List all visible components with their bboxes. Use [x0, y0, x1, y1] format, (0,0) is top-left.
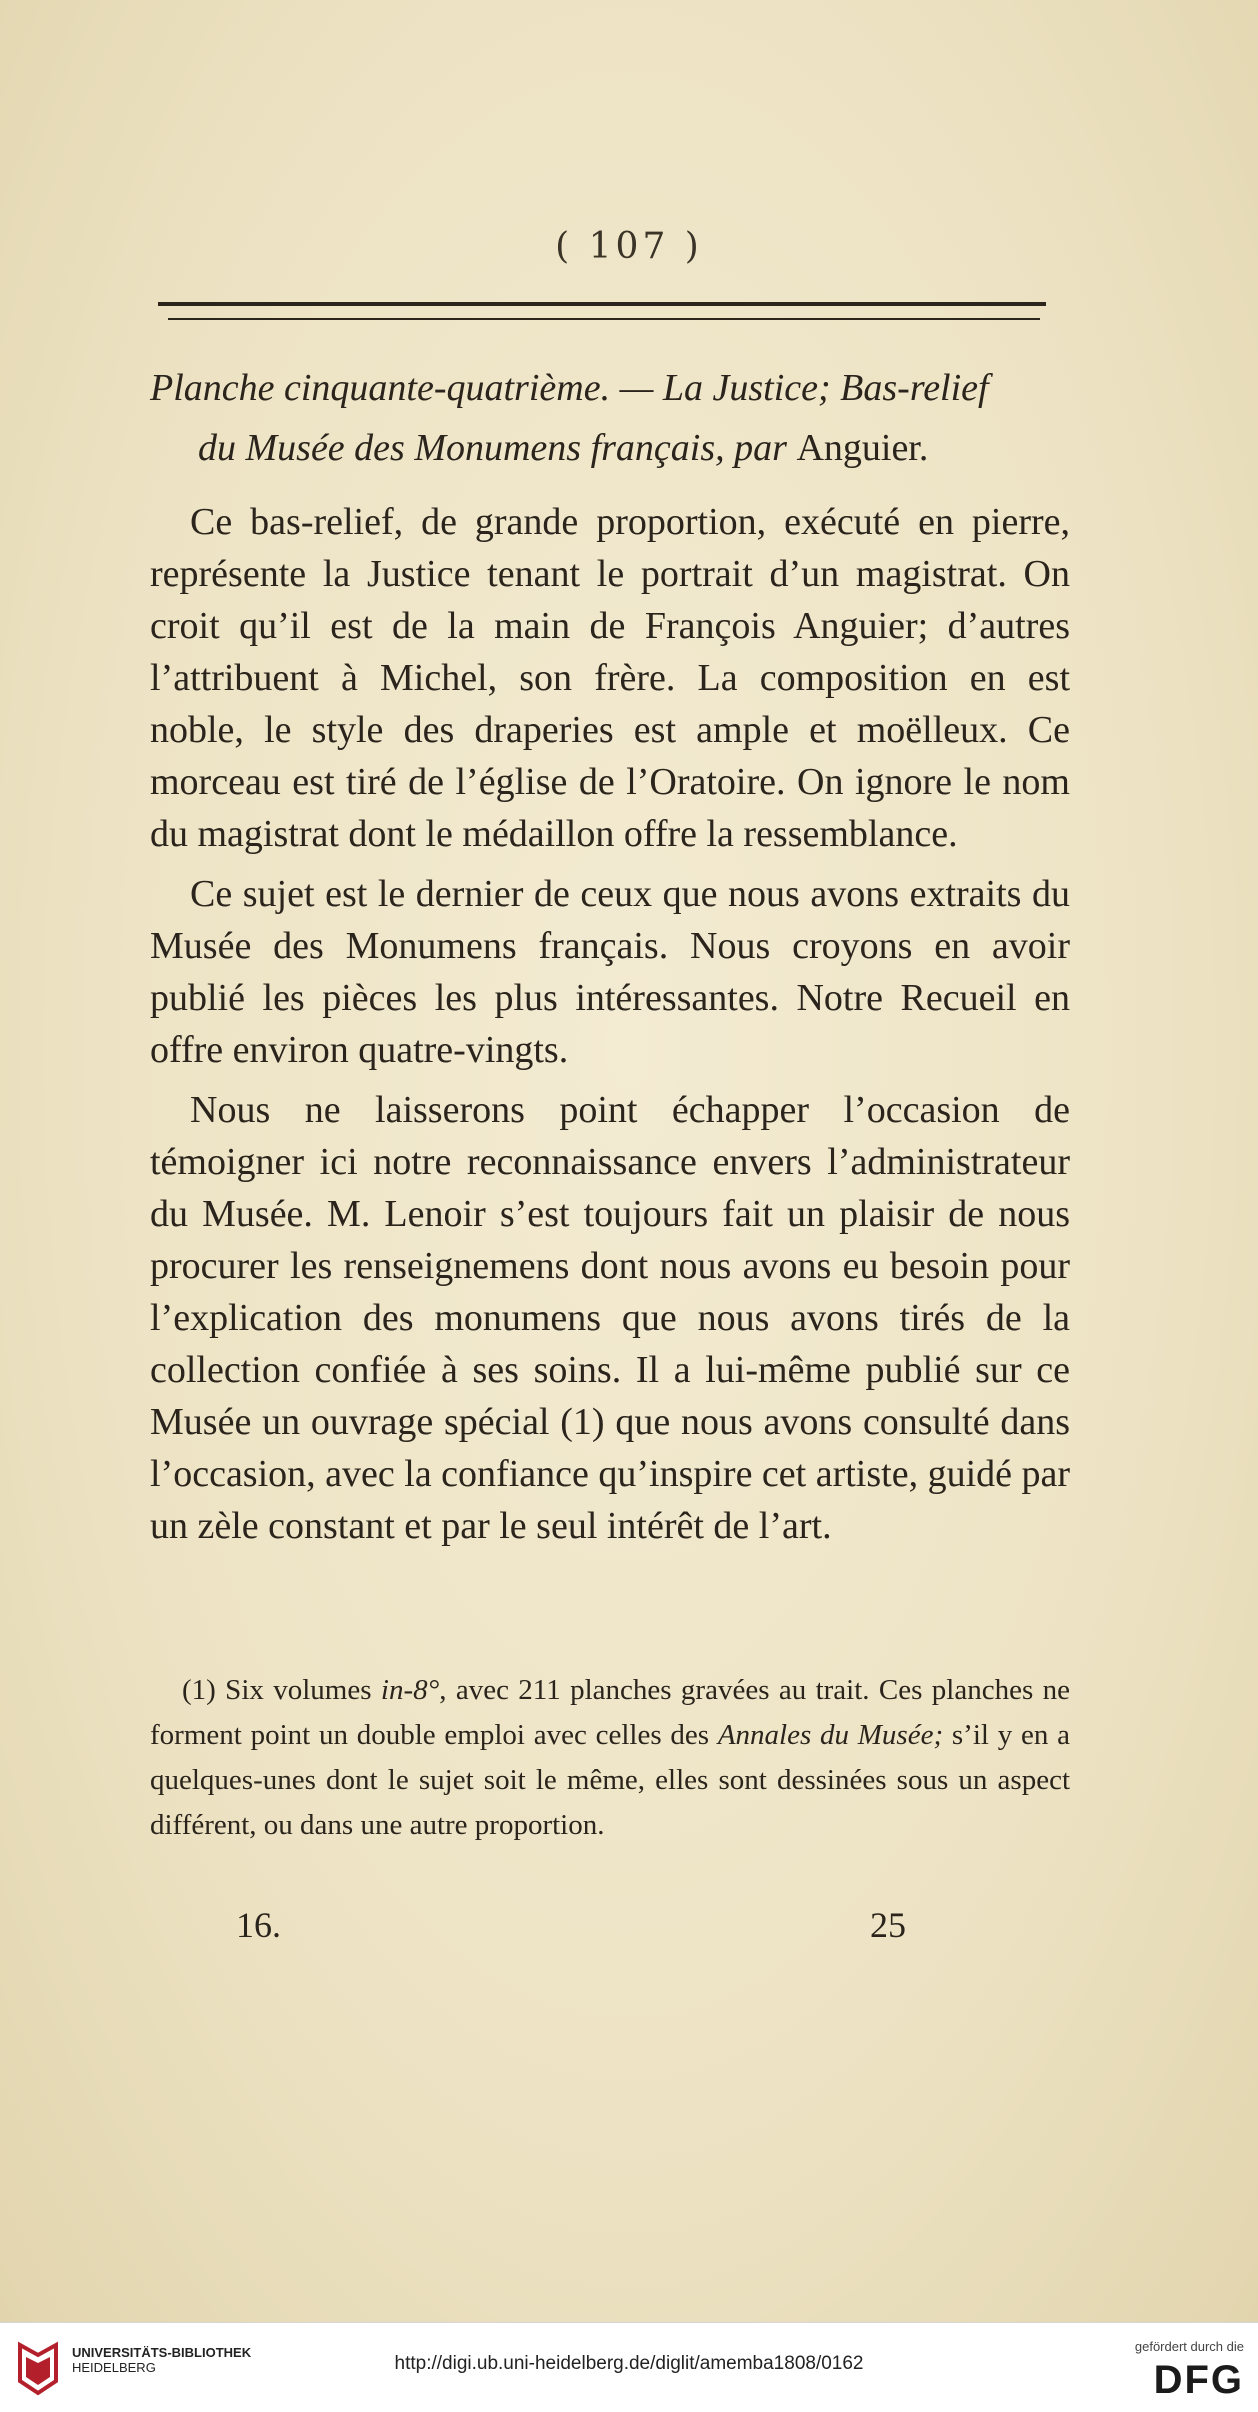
plate-title-line1: Planche cinquante-quatrième. — La Justice; Bas-relief [150, 367, 989, 409]
footnote-italic2: Annales du Musée; [717, 1719, 944, 1751]
footnote [150, 1668, 1070, 1848]
paragraph-2: Ce sujet est le dernier de ceux que nous avons extraits du Musée des Monumens français. Nous croyons en avoir publié les pièces les plus intéressantes. Notre Recueil en offre environ quatre-vingts. [150, 873, 1070, 1071]
paragraph-1: Ce bas-relief, de grande proportion, exécuté en pierre, représente la Justice tenant le portrait d’un magistrat. On croit qu’il est de la main de François Anguier; d’autres l’attribuent à Michel, son frère. La composition en est noble, le style des draperies est ample et moëlleux. Ce morceau est tiré de l’église de l’Oratoire. On ignore le nom du magistrat dont le médaillon offre la ressemblance. [150, 501, 1070, 855]
funding-block [1094, 2339, 1244, 2403]
plate-title [150, 358, 1070, 478]
footnote-part1: (1) Six volumes [182, 1674, 372, 1706]
footnote-part3: s’il y en a quelques-unes dont le sujet soit le même, elles sont dessinées sous un aspect différent, ou dans une autre proportion. [150, 1719, 1070, 1841]
plate-title-line2 [150, 418, 1070, 478]
footnote-part2: , avec 211 planches gravées au trait. Ces planches ne forment point un double emploi avec celles des [150, 1674, 1070, 1751]
paragraph-3: Nous ne laisserons point échapper l’occasion de témoigner ici notre reconnaissance envers l’administrateur du Musée. M. Lenoir s’est toujours fait un plaisir de nous procurer les renseignemens dont nous avons eu besoin pour l’explication des monumens que nous avons tirés de la collection confiée à ses soins. Il a lui-même publié sur ce Musée un ouvrage spécial (1) que nous avons consulté dans l’occasion, avec la confiance qu’inspire cet artiste, guidé par un zèle constant et par le seul intérêt de l’art. [150, 1089, 1071, 1547]
plate-title-museum: du Musée des Monumens français, [198, 427, 725, 469]
plate-title-artist: Anguier. [796, 427, 929, 469]
viewer-footer [0, 2322, 1258, 2412]
library-city: HEIDELBERG [72, 2360, 156, 2375]
library-name-main: UNIVERSITÄTS-BIBLIOTHEK [72, 2345, 252, 2360]
page-number: ( 107 ) [555, 226, 703, 267]
body-text [150, 496, 1070, 1552]
signature-right: 25 [870, 1905, 906, 1945]
footnote-italic1: in-8° [380, 1674, 440, 1706]
funding-note: gefördert durch die [1134, 2339, 1244, 2354]
dfg-logo: DFG [1153, 2358, 1244, 2402]
permalink-url[interactable]: http://digi.ub.uni-heidelberg.de/diglit/amemba1808/0162 [394, 2353, 864, 2374]
plate-title-par: par [734, 427, 787, 469]
header-rule-thick [158, 302, 1046, 306]
header-rule-thin [168, 318, 1040, 320]
signature-left: 16. [236, 1905, 281, 1945]
